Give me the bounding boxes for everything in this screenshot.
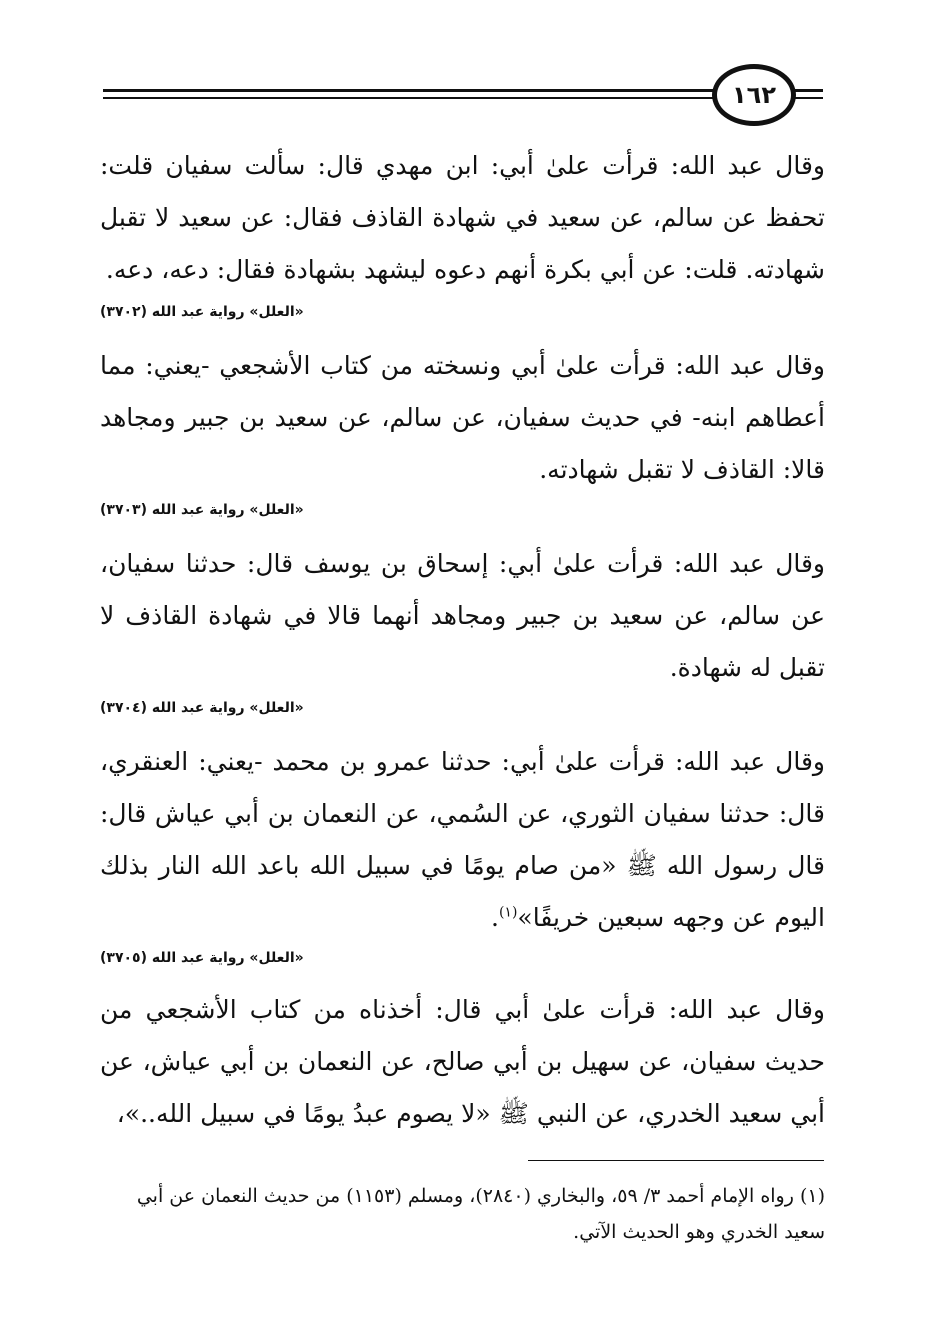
- source-ref-4: «العلل» رواية عبد الله (٣٧٠٥): [100, 950, 304, 966]
- footnote-divider: [528, 1160, 824, 1161]
- paragraph-2: وقال عبد الله: قرأت علىٰ أبي ونسخته من كتاب الأشجعي -يعني: مما أعطاهم ابنه- في حديث سفيان، عن سالم، عن سعيد بن جبير ومجاهد قالا: القاذف لا تقبل شهادته.: [100, 351, 825, 484]
- paragraph-5: وقال عبد الله: قرأت علىٰ أبي قال: أخذناه من كتاب الأشجعي من حديث سفيان، عن سهيل بن أبي صالح، عن النعمان بن أبي عياش، عن أبي سعيد الخدري، عن النبي ﷺ «لا يصوم عبدُ يومًا في سبيل الله..»،: [100, 995, 825, 1128]
- page-number: ١٦٢: [712, 64, 796, 126]
- source-ref-3: «العلل» رواية عبد الله (٣٧٠٤): [100, 700, 304, 716]
- paragraph-4-tail: .: [490, 903, 499, 932]
- paragraph-4: [100, 736, 825, 944]
- paragraph-1: وقال عبد الله: قرأت علىٰ أبي: ابن مهدي قال: سألت سفيان قلت: تحفظ عن سالم، عن سعيد في شهادة القاذف فقال: عن سعيد لا تقبل شهادته. قلت: عن أبي بكرة أنهم دعوه ليشهد بشهادة فقال: دعه، دعه.: [100, 151, 825, 284]
- paragraph-4-text: وقال عبد الله: قرأت علىٰ أبي: حدثنا عمرو بن محمد -يعني: العنقري، قال: حدثنا سفيان الثوري، عن السُمي، عن النعمان بن أبي عياش قال: قال رسول الله ﷺ «من صام يومًا في سبيل الله باعد الله النار بذلك اليوم عن وجهه سبعين خريفًا»: [100, 747, 825, 932]
- paragraph-3: وقال عبد الله: قرأت علىٰ أبي: إسحاق بن يوسف قال: حدثنا سفيان، عن سالم، عن سعيد بن جبير ومجاهد أنهما قالا في شهادة القاذف لا تقبل له شهادة.: [100, 549, 825, 682]
- footnote-marker: (١): [498, 904, 518, 921]
- source-ref-2: «العلل» رواية عبد الله (٣٧٠٣): [100, 502, 304, 518]
- source-ref-1: «العلل» رواية عبد الله (٣٧٠٢): [100, 304, 304, 320]
- footnote-1: (١) رواه الإمام أحمد ٣/ ٥٩، والبخاري (٢٨٤٠)، ومسلم (١١٥٣) من حديث النعمان عن أبي سعيد الخدري وهو الحديث الآتي.: [136, 1185, 825, 1243]
